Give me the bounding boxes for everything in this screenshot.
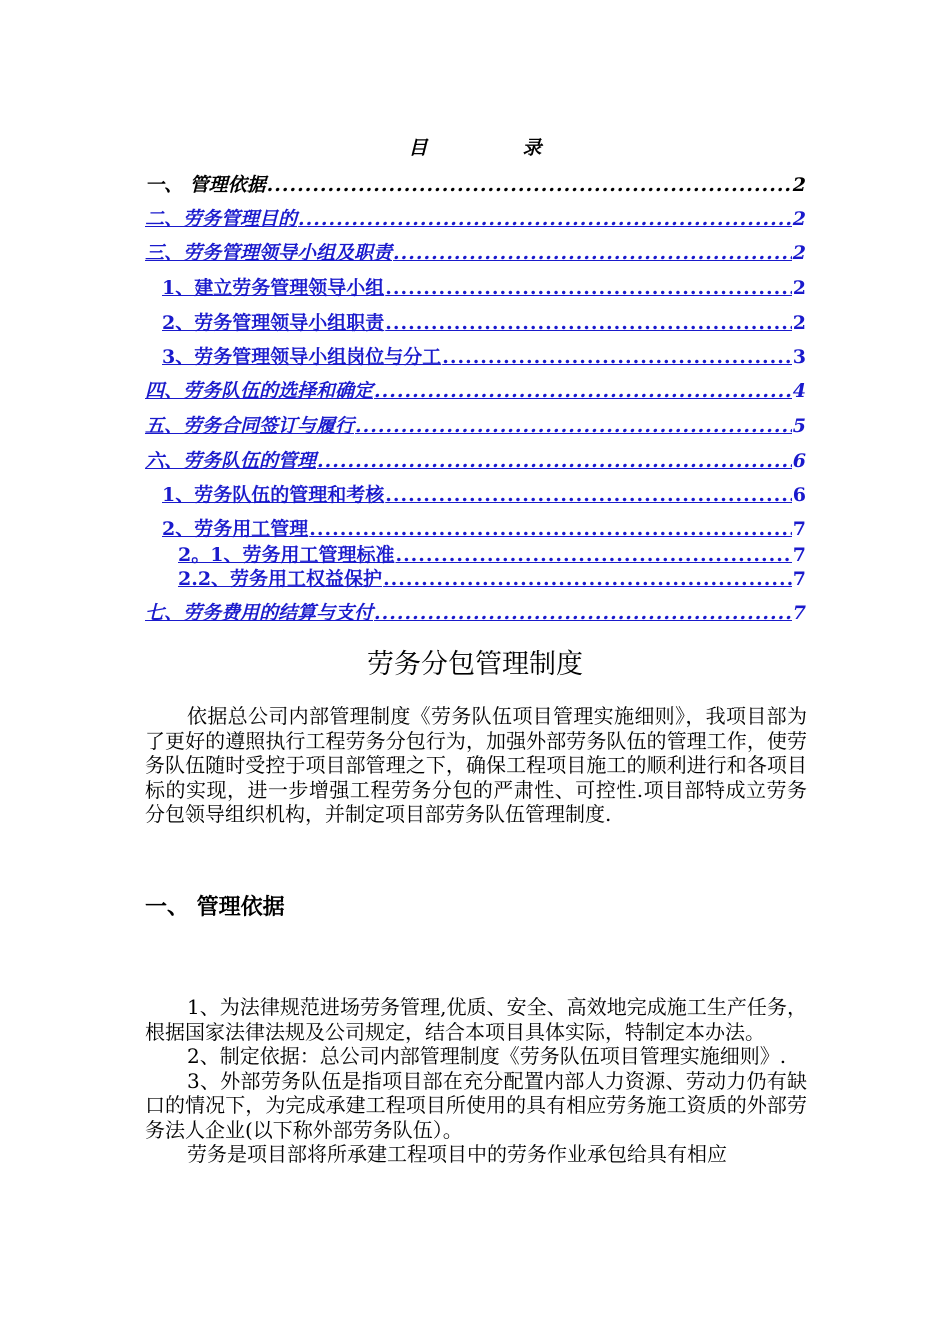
- toc-entry-9[interactable]: [145, 446, 806, 473]
- toc-leader-dots: [383, 568, 792, 590]
- toc-entry-page: 2: [792, 312, 806, 334]
- toc-entry-label: 2.2、劳务用工权益保护: [178, 568, 383, 590]
- toc-leader-dots: [309, 518, 792, 540]
- body-paragraph: 2、制定依据：总公司内部管理制度《劳务队伍项目管理实施细则》.: [187, 1044, 787, 1068]
- toc-entry-page: 5: [792, 415, 806, 437]
- toc-entry-label: 2、劳务管理领导小组职责: [162, 312, 385, 334]
- toc-entry-page: 4: [792, 380, 806, 402]
- toc-entry-page: 2: [792, 277, 806, 299]
- toc-entry-page: 2: [792, 208, 806, 230]
- toc-entry-label: 2、劳务用工管理: [162, 518, 309, 540]
- toc-entry-5[interactable]: [162, 308, 806, 335]
- section-body: [145, 995, 807, 1167]
- toc-title-right: 录: [522, 137, 542, 159]
- toc-entry-11[interactable]: [162, 514, 806, 541]
- toc-entry-8[interactable]: [145, 411, 806, 438]
- toc-entry-label: 一、 管理依据: [145, 174, 266, 196]
- toc-entry-2[interactable]: [145, 204, 806, 231]
- toc-entry-page: 7: [792, 544, 806, 566]
- toc-entry-label: 四、劳务队伍的选择和确定: [145, 380, 374, 402]
- intro-paragraph: [145, 704, 807, 827]
- toc-leader-dots: [355, 415, 792, 437]
- toc-entry-page: 6: [792, 450, 806, 472]
- toc-entry-page: 3: [792, 346, 806, 368]
- toc-entry-page: 7: [792, 518, 806, 540]
- toc-entry-label: 3、劳务管理领导小组岗位与分工: [162, 346, 442, 368]
- section-heading: 一、 管理依据: [145, 895, 285, 920]
- toc-entry-label: 三、劳务管理领导小组及职责: [145, 242, 393, 264]
- intro-text: 依据总公司内部管理制度《劳务队伍项目管理实施细则》，我项目部为了更好的遵照执行工程劳务分包行为，加强外部劳务队伍的管理工作，使劳务队伍随时受控于项目部管理之下，确保工程项目施工的顺利进行和各项目标的实现，进一步增强工程劳务分包的严肃性、可控性.项目部特成立劳务分包领导组织机构，并制定项目部劳务队伍管理制度.: [145, 704, 807, 826]
- toc-entry-12[interactable]: [178, 540, 806, 567]
- toc-leader-dots: [442, 346, 792, 368]
- toc-leader-dots: [298, 208, 792, 230]
- toc-entry-page: 2: [792, 174, 806, 196]
- toc-entry-label: 七、劳务费用的结算与支付: [145, 602, 374, 624]
- toc-leader-dots: [374, 602, 792, 624]
- toc-leader-dots: [317, 450, 792, 472]
- toc-leader-dots: [267, 174, 792, 196]
- body-paragraph: 劳务是项目部将所承建工程项目中的劳务作业承包给具有相应: [187, 1142, 727, 1166]
- toc-title-left: 目: [408, 137, 428, 159]
- toc-entry-1[interactable]: [145, 170, 806, 197]
- toc-entry-label: 1、建立劳务管理领导小组: [162, 277, 385, 299]
- toc-leader-dots: [385, 484, 792, 506]
- toc-entry-10[interactable]: [162, 480, 806, 507]
- document-title: 劳务分包管理制度: [367, 649, 583, 680]
- body-paragraph: 1、为法律规范进场劳务管理,优质、安全、高效地完成施工生产任务，根据国家法律法规及公司规定，结合本项目具体实际，特制定本办法。: [145, 995, 807, 1044]
- toc-entry-page: 7: [792, 568, 806, 590]
- toc-entry-page: 2: [792, 242, 806, 264]
- toc-entry-label: 五、劳务合同签订与履行: [145, 415, 355, 437]
- toc-entry-label: 二、劳务管理目的: [145, 208, 298, 230]
- toc-leader-dots: [393, 242, 792, 264]
- body-paragraph: 3、外部劳务队伍是指项目部在充分配置内部人力资源、劳动力仍有缺口的情况下，为完成承建工程项目所使用的具有相应劳务施工资质的外部劳务法人企业(以下称外部劳务队伍）。: [145, 1068, 807, 1142]
- toc-entry-label: 1、劳务队伍的管理和考核: [162, 484, 385, 506]
- toc-entry-label: 2。1、劳务用工管理标准: [178, 544, 395, 566]
- toc-entry-14[interactable]: [145, 598, 806, 625]
- toc-entry-label: 六、劳务队伍的管理: [145, 450, 317, 472]
- toc-leader-dots: [374, 380, 792, 402]
- toc-entry-page: 7: [792, 602, 806, 624]
- toc-entry-page: 6: [792, 484, 806, 506]
- toc-leader-dots: [385, 312, 792, 334]
- toc-entry-4[interactable]: [162, 273, 806, 300]
- toc-leader-dots: [385, 277, 792, 299]
- toc-entry-7[interactable]: [145, 376, 806, 403]
- toc-leader-dots: [395, 544, 791, 566]
- toc-entry-6[interactable]: [162, 342, 806, 369]
- toc-entry-13[interactable]: [178, 564, 806, 591]
- toc-entry-3[interactable]: [145, 238, 806, 265]
- toc-title: [0, 133, 950, 160]
